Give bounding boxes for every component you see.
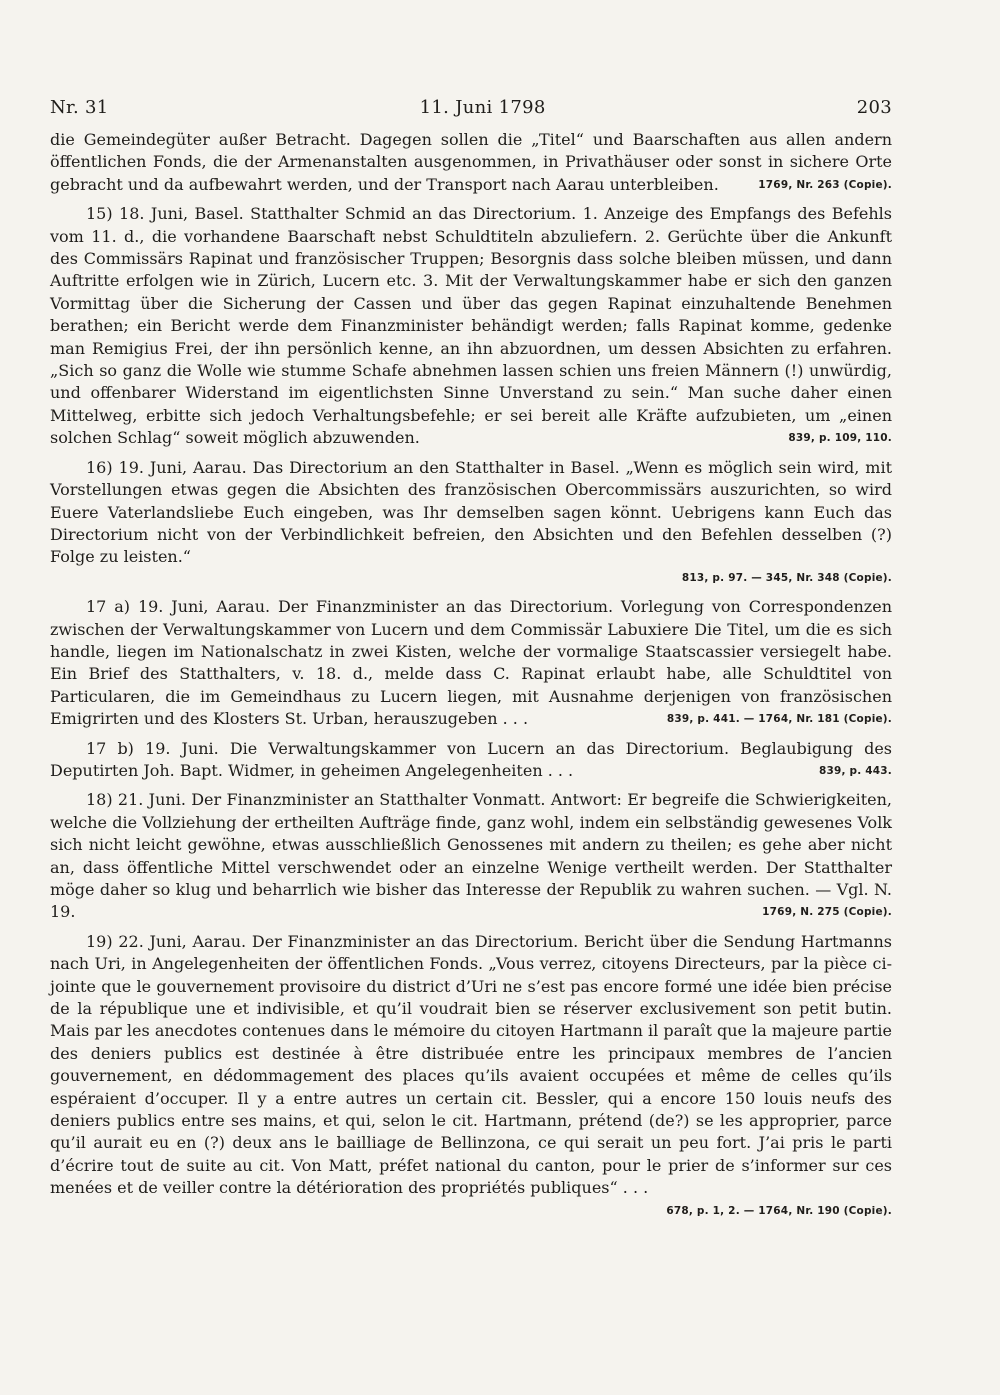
archive-reference: 678, p. 1, 2. — 1764, Nr. 190 (Copie). bbox=[666, 1204, 892, 1217]
entry-17a bbox=[50, 596, 892, 730]
header-date: 11. Juni 1798 bbox=[419, 97, 546, 118]
page-header bbox=[50, 97, 892, 123]
entry-19 bbox=[50, 931, 892, 1217]
paragraph-text: 18) 21. Juni. Der Finanzminister an Statthalter Vonmatt. Antwort: Er begreife die Schwierigkeiten, welche die Vollziehung der ertheilten Aufträge finde, ganz wohl, indem ein selbständig gewesenes Volk sich nicht leicht gewöhne, etwas ausschließlich Genossenes mit andern zu theilen; es gehe aber nicht an, dass öffentliche Mittel verschwendet oder an einzelne Wenige vertheilt werden. Der Statthalter möge daher so klug und beharrlich wie bisher das Interesse der Republik zu wahren suchen. — Vgl. N. 19. bbox=[50, 790, 892, 922]
paragraph-text: 17 b) 19. Juni. Die Verwaltungskammer von Lucern an das Directorium. Beglaubigung des Deputirten Joh. Bapt. Widmer, in geheimen Angelegenheiten . . . bbox=[50, 738, 892, 780]
archive-reference: 1769, N. 275 (Copie). bbox=[762, 906, 892, 919]
document-body bbox=[50, 129, 892, 1217]
archive-reference: 1769, Nr. 263 (Copie). bbox=[758, 178, 892, 191]
entry-18 bbox=[50, 789, 892, 923]
header-page-number: 203 bbox=[856, 97, 892, 118]
entry-15 bbox=[50, 203, 892, 449]
archive-reference: 839, p. 109, 110. bbox=[788, 432, 892, 445]
paragraph-text: 17 a) 19. Juni, Aarau. Der Finanzminister an das Directorium. Vorlegung von Correspondenzen zwischen der Verwaltungskammer von Lucern und dem Commissär Labuxiere Die Titel, um die es sich handle, liegen im Nationalschatz in zwei Kisten, welche der vormalige Staatscassier versiegelt habe. Ein Brief des Statthalters, v. 18. d., melde dass C. Rapinat erlaubt habe, alle Schuldtitel von Particularen, die im Gemeindhaus zu Lucern liegen, mit Ausnahme derjenigen von französischen Emigrirten und des Klosters St. Urban, herauszugeben . . . bbox=[50, 597, 892, 729]
archive-reference: 813, p. 97. — 345, Nr. 348 (Copie). bbox=[681, 571, 892, 584]
entry-17b bbox=[50, 738, 892, 783]
archive-reference: 839, p. 441. — 1764, Nr. 181 (Copie). bbox=[666, 713, 892, 726]
paragraph-text: 19) 22. Juni, Aarau. Der Finanzminister an das Directorium. Bericht über die Sendung Hartmanns nach Uri, in Angelegenheiten der öffentlichen Fonds. „Vous verrez, citoyens Directeurs, par la pièce ci-jointe que le gouvernement provisoire du district d’Uri ne s’est pas encore formé une idée bien précise de la république une et indivisible, et qu’il voudrait bien se réserver exclusivement son petit butin. Mais par les anecdotes contenues dans le mémoire du citoyen Hartmann il paraît que la majeure partie des deniers publics est destinée à être distribuée entre les principaux membres de l’ancien gouvernement, en dédommagement des places qu’ils avaient occupées et même de celles qu’ils espéraient d’occuper. Il y a entre autres un certain cit. Bessler, qui a encore 150 louis neufs des deniers publics entre ses mains, et qui, selon le cit. Hartmann, prétend (de?) se les approprier, parce qu’il aurait eu en (?) deux ans le bailliage de Bellinzona, ce qui serait un peu fort. J’ai pris le parti d’écrire tout de suite au cit. Von Matt, préfet national du canton, pour le prier de s’informer sur ces menées et de veiller contre la détérioration des propriétés publiques“ . . . bbox=[50, 931, 892, 1198]
paragraph-text: 15) 18. Juni, Basel. Statthalter Schmid an das Directorium. 1. Anzeige des Empfangs des Befehls vom 11. d., die vorhandene Baarschaft nebst Schuldtiteln abzuliefern. 2. Gerüchte über die Ankunft des Commissärs Rapinat und französischer Truppen; Besorgnis dass solche bleiben müssen, und dann Auftritte erfolgen wie in Zürich, Lucern etc. 3. Mit der Verwaltungskammer habe er sich den ganzen Vormittag über die Sicherung der Cassen und über das gegen Rapinat einzuhaltende Benehmen berathen; ein Bericht werde dem Finanzminister behändigt werden; falls Rapinat komme, gedenke man Remigius Frei, der ihn persönlich kenne, an ihn abzuordnen, um dessen Absichten zu erfahren. „Sich so ganz die Wolle wie stumme Schafe abnehmen lassen schien uns freien Männern (!) unwürdig, und offenbarer Widerstand im eigentlichsten Sinne Unverstand zu sein.“ Man suche daher einen Mittelweg, erbitte sich jedoch Verhaltungsbefehle; er sei bereit alle Kräfte aufzubieten, um „einen solchen Schlag“ soweit möglich abzuwenden. bbox=[50, 204, 892, 448]
header-document-number: Nr. 31 bbox=[50, 97, 109, 118]
paragraph-continuation bbox=[50, 129, 892, 196]
paragraph-text: 16) 19. Juni, Aarau. Das Directorium an den Statthalter in Basel. „Wenn es möglich sein wird, mit Vorstellungen etwas gegen die Absichten des französischen Obercommissärs auszurichten, so wird Euere Vaterlandsliebe Euch eingeben, was Ihr demselben sagen könnt. Uebrigens kann Euch das Directorium nicht von der Verbindlichkeit befreien, den Absichten und den Befehlen desselben (?) Folge zu leisten.“ bbox=[50, 457, 892, 567]
paragraph-text: die Gemeindegüter außer Betracht. Dagegen sollen die „Titel“ und Baarschaften aus allen andern öffentlichen Fonds, die der Armenanstalten ausgenommen, in Privathäuser oder sonst in sichere Orte gebracht und da aufbewahrt werden, und der Transport nach Aarau unterbleiben. bbox=[50, 130, 892, 194]
archive-reference: 839, p. 443. bbox=[818, 764, 892, 777]
entry-16 bbox=[50, 457, 892, 589]
